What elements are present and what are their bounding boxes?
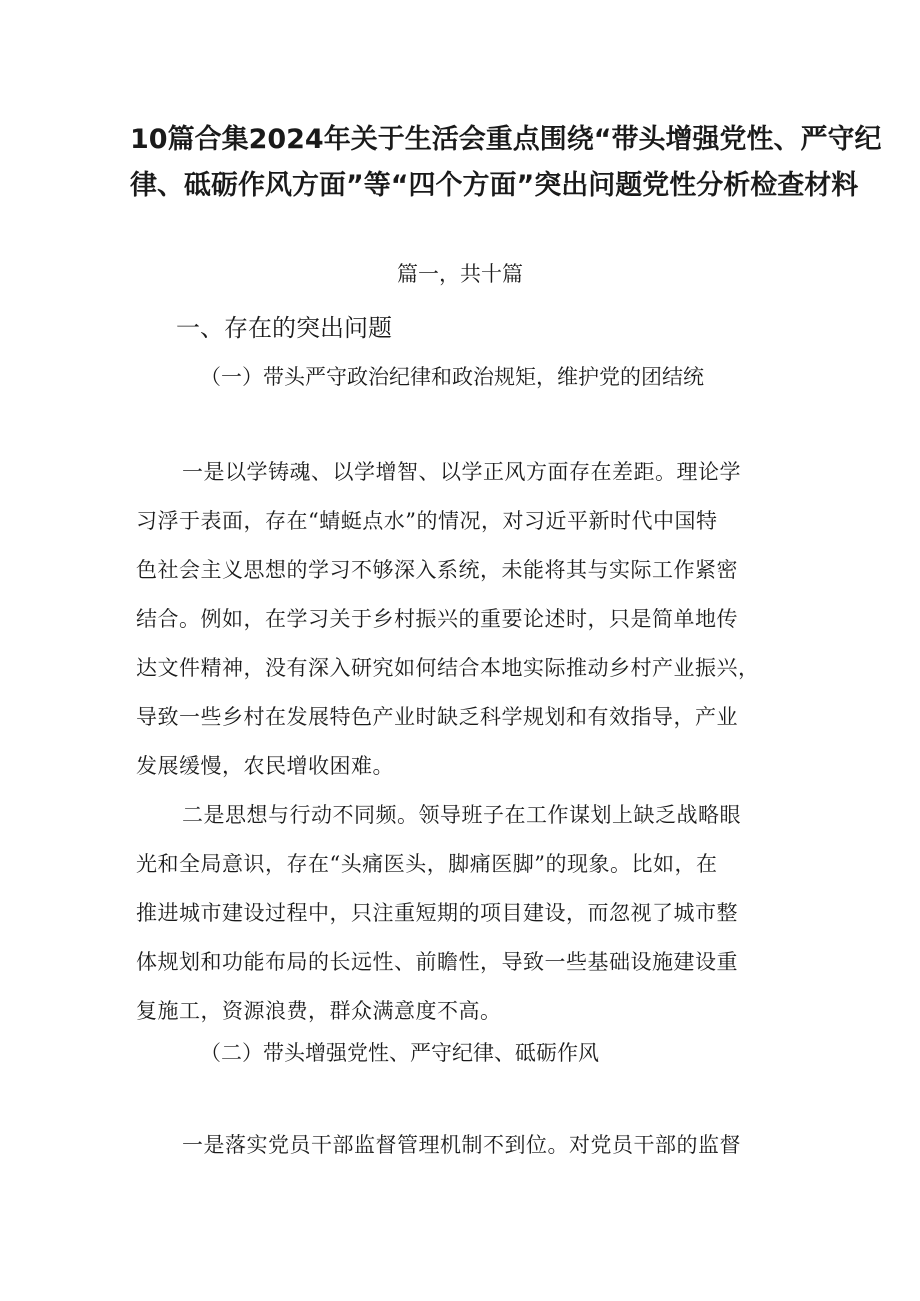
- paragraph-2: [136, 791, 796, 1036]
- subsection-heading-1: （一）带头严守政治纪律和政治规矩，维护党的团结统: [200, 365, 704, 389]
- paragraph-line: 一是落实党员干部监督管理机制不到位。对党员干部的监督: [182, 1133, 741, 1157]
- paragraph-1: [136, 448, 796, 791]
- subsection-heading-2: （二）带头增强党性、严守纪律、砥砺作风: [200, 1041, 599, 1065]
- paragraph-line: 复施工，资源浪费，群众满意度不高。: [136, 999, 502, 1023]
- title-line: 10篇合集2024年关于生活会重点围绕“带头增强党性、严守纪: [130, 124, 882, 155]
- paragraph-line: 发展缓慢，农民增收困难。: [136, 754, 394, 778]
- paragraph-line: 导致一些乡村在发展特色产业时缺乏科学规划和有效指导，产业: [136, 705, 738, 729]
- section-heading: 一、存在的突出问题: [176, 314, 392, 342]
- paragraph-line: 色社会主义思想的学习不够深入系统，未能将其与实际工作紧密: [136, 558, 738, 582]
- paragraph-line: 达文件精神，没有深入研究如何结合本地实际推动乡村产业振兴，: [136, 656, 760, 680]
- paragraph-line: 推进城市建设过程中，只注重短期的项目建设，而忽视了城市整: [136, 901, 738, 925]
- document-title: [130, 117, 882, 209]
- paragraph-line: 光和全局意识，存在“头痛医头，脚痛医脚”的现象。比如，在: [136, 852, 718, 876]
- title-line: 律、砥砺作风方面”等“四个方面”突出问题党性分析检查材料: [130, 170, 859, 201]
- document-subtitle: 篇一，共十篇: [397, 262, 523, 286]
- paragraph-line: 二是思想与行动不同频。领导班子在工作谋划上缺乏战略眼: [182, 803, 741, 827]
- paragraph-line: 习浮于表面，存在“蜻蜓点水”的情况，对习近平新时代中国特: [136, 509, 718, 533]
- paragraph-line: 一是以学铸魂、以学增智、以学正风方面存在差距。理论学: [182, 460, 741, 484]
- paragraph-line: 体规划和功能布局的长远性、前瞻性，导致一些基础设施建设重: [136, 950, 738, 974]
- paragraph-line: 结合。例如，在学习关于乡村振兴的重要论述时，只是简单地传: [136, 607, 738, 631]
- paragraph-3: [136, 1121, 796, 1170]
